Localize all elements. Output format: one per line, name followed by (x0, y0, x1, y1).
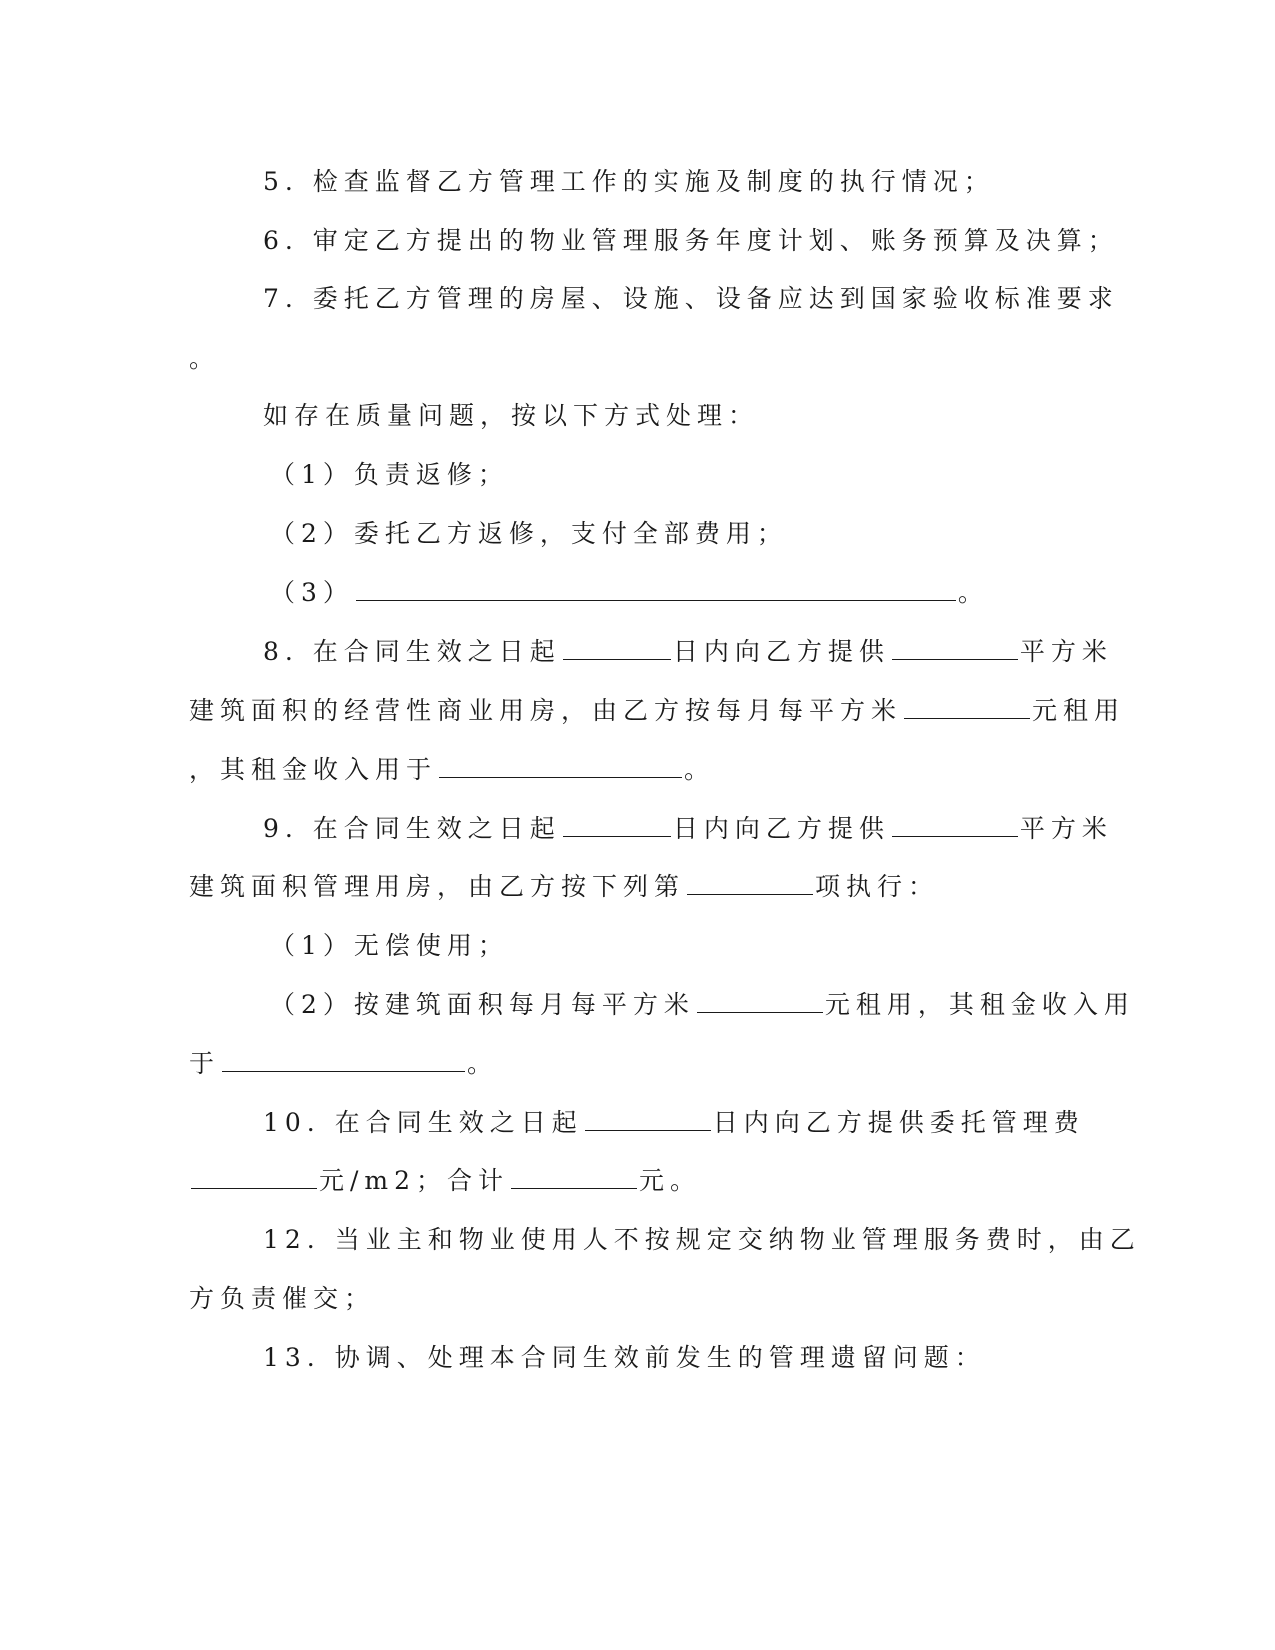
fill-blank[interactable] (356, 576, 956, 601)
clause-10 (263, 1105, 1085, 1141)
clause-8-cont (189, 693, 1125, 729)
clause-9-option-2-end (189, 1046, 498, 1082)
clause-9-option-2-period: 。 (467, 1049, 499, 1078)
clause-9-option-1-text: （1）无偿使用； (270, 931, 509, 960)
clause-10-text-c: 元/m2；合计 (319, 1166, 510, 1195)
clause-9-option-2-text-c: 于 (189, 1049, 221, 1078)
clause-6 (263, 223, 1119, 259)
fill-blank[interactable] (563, 635, 671, 660)
clause-12-cont (189, 1281, 375, 1317)
clause-12-text-end: 方负责催交； (189, 1284, 376, 1313)
fill-blank[interactable] (892, 812, 1018, 837)
fill-blank[interactable] (222, 1047, 465, 1072)
clause-7 (263, 281, 1119, 317)
fill-blank[interactable] (687, 870, 813, 895)
clause-9-option-1 (270, 928, 509, 964)
clause-8 (263, 634, 1113, 670)
clause-9-text-d: 建筑面积管理用房，由乙方按下列第 (189, 872, 686, 901)
clause-6-text: 6. 审定乙方提出的物业管理服务年度计划、账务预算及决算； (263, 226, 1119, 255)
clause-7-period: 。 (189, 344, 221, 373)
clause-9 (263, 811, 1113, 847)
clause-7-end (189, 341, 220, 377)
clause-9-text-a: 9. 在合同生效之日起 (263, 814, 561, 843)
clause-8-text-f: ，其租金收入用于 (189, 755, 438, 784)
option-3 (270, 575, 989, 611)
fill-blank[interactable] (892, 635, 1018, 660)
clause-9-option-2-text-a: （2）按建筑面积每月每平方米 (270, 990, 695, 1019)
clause-9-option-2 (270, 987, 1135, 1023)
clause-5 (263, 164, 995, 200)
clause-8-end (189, 752, 715, 788)
clause-9-text-b: 日内向乙方提供 (672, 814, 890, 843)
clause-13 (263, 1340, 986, 1376)
option-1-text: （1）负责返修； (270, 460, 509, 489)
clause-10-cont (189, 1163, 701, 1199)
clause-12-text: 12. 当业主和物业使用人不按规定交纳物业管理服务费时，由乙 (263, 1225, 1141, 1254)
fill-blank[interactable] (511, 1164, 637, 1189)
clause-10-text-a: 10. 在合同生效之日起 (263, 1108, 583, 1137)
fill-blank[interactable] (904, 694, 1030, 719)
fill-blank[interactable] (563, 812, 671, 837)
clause-10-text-b: 日内向乙方提供委托管理费 (712, 1108, 1085, 1137)
clause-8-text-e: 元租用 (1032, 696, 1126, 725)
option-1 (270, 457, 509, 493)
option-2-text: （2）委托乙方返修，支付全部费用； (270, 519, 788, 548)
clause-8-period: 。 (684, 755, 716, 784)
fill-blank[interactable] (191, 1164, 317, 1189)
fill-blank[interactable] (585, 1106, 711, 1131)
clause-13-text: 13. 协调、处理本合同生效前发生的管理遗留问题： (263, 1343, 986, 1372)
clause-8-text-d: 建筑面积的经营性商业用房，由乙方按每月每平方米 (189, 696, 903, 725)
clause-8-text-c: 平方米 (1019, 637, 1113, 666)
clause-5-text: 5. 检查监督乙方管理工作的实施及制度的执行情况； (263, 167, 995, 196)
option-2 (270, 516, 788, 552)
clause-9-option-2-text-b: 元租用，其租金收入用 (824, 990, 1135, 1019)
clause-9-text-e: 项执行： (815, 872, 940, 901)
fill-blank[interactable] (697, 988, 823, 1013)
clause-9-text-c: 平方米 (1019, 814, 1113, 843)
option-3-label: （3） (270, 578, 354, 607)
clause-8-text-a: 8. 在合同生效之日起 (263, 637, 561, 666)
option-3-period: 。 (957, 578, 989, 607)
clause-10-text-d: 元。 (639, 1166, 702, 1195)
quality-issue-intro (263, 398, 759, 434)
fill-blank[interactable] (439, 753, 682, 778)
clause-9-cont (189, 869, 939, 905)
clause-12 (263, 1222, 1141, 1258)
clause-7-text: 7. 委托乙方管理的房屋、设施、设备应达到国家验收标准要求 (263, 284, 1119, 313)
clause-8-text-b: 日内向乙方提供 (672, 637, 890, 666)
quality-issue-text: 如存在质量问题，按以下方式处理： (263, 401, 760, 430)
